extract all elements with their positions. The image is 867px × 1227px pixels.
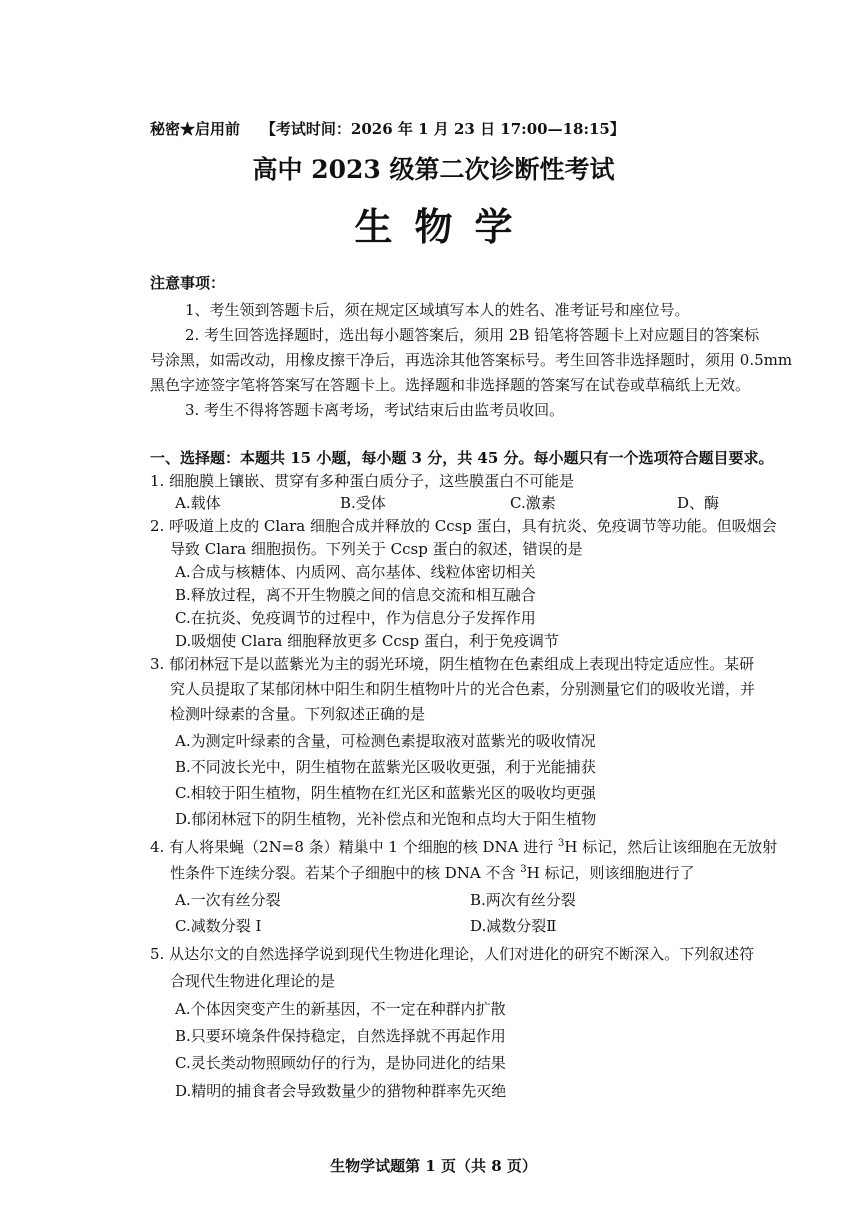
question-2-option-b: B.释放过程，离不开生物膜之间的信息交流和相互融合 [175,586,536,604]
question-2-option-d: D.吸烟使 Clara 细胞释放更多 Ccsp 蛋白，利于免疫调节 [175,632,559,650]
question-5-option-c: C.灵长类动物照顾幼仔的行为，是协同进化的结果 [175,1054,506,1072]
question-3-option-c: C.相较于阳生植物，阴生植物在红光区和蓝紫光区的吸收均更强 [175,784,596,802]
isotope-superscript: 3 [520,864,527,875]
page-footer: 生物学试题第 1 页（共 8 页） [330,1157,537,1175]
question-5-option-b: B.只要环境条件保持稳定，自然选择就不再起作用 [175,1027,506,1045]
section-heading: 一、选择题：本题共 15 小题，每小题 3 分，共 45 分。每小题只有一个选项符合题目要求。 [150,449,774,467]
question-4-option-c: C.减数分裂 Ⅰ [175,917,262,935]
question-5-stem-line2: 合现代生物进化理论的是 [170,972,336,990]
exam-title: 高中 2023 级第二次诊断性考试 [252,155,615,184]
question-2-stem-line1: 2. 呼吸道上皮的 Clara 细胞合成并释放的 Ccsp 蛋白，具有抗炎、免疫调节等功能。但吸烟会 [150,517,777,535]
notice-item-3: 3. 考生不得将答题卡离考场，考试结束后由监考员收回。 [185,401,565,419]
question-4-stem-text-c: 性条件下连续分裂。若某个子细胞中的核 DNA 不含 [170,864,521,882]
question-4-stem-text-d: H 标记，则该细胞进行了 [526,864,695,882]
notice-item-1: 1、考生领到答题卡后，须在规定区域填写本人的姓名、准考证号和座位号。 [185,301,690,319]
notice-heading: 注意事项： [150,274,226,292]
question-3-stem-line3: 检测叶绿素的含量。下列叙述正确的是 [170,705,426,723]
question-4-stem-line1 [150,836,777,857]
question-4-stem-text-a: 4. 有人将果蝇（2N=8 条）精巢中 1 个细胞的核 DNA 进行 [150,838,558,856]
question-1-option-b: B.受体 [340,494,386,512]
question-4-option-d: D.减数分裂Ⅱ [470,917,557,935]
exam-time: 【考试时间：2026 年 1 月 23 日 17:00—18:15】 [260,120,625,138]
question-4-option-a: A.一次有丝分裂 [175,891,281,909]
notice-item-2-line1: 2. 考生回答选择题时，选出每小题答案后，须用 2B 铅笔将答题卡上对应题目的答案标 [185,326,760,344]
question-1-option-c: C.激素 [510,494,556,512]
question-3-option-b: B.不同波长光中，阴生植物在蓝紫光区吸收更强，利于光能捕获 [175,758,596,776]
question-2-option-a: A.合成与核糖体、内质网、高尔基体、线粒体密切相关 [175,563,536,581]
question-5-option-d: D.精明的捕食者会导致数量少的猎物种群率先灭绝 [175,1082,507,1100]
subject-title: 生物学 [354,204,535,249]
confidential-header [150,118,625,139]
question-1-option-a: A.载体 [175,494,221,512]
question-1-option-d: D、酶 [677,494,720,512]
isotope-superscript: 3 [558,838,565,849]
question-3-stem-line2: 究人员提取了某郁闭林中阳生和阴生植物叶片的光合色素，分别测量它们的吸收光谱，并 [170,680,756,698]
question-4-stem-text-b: H 标记，然后让该细胞在无放射 [564,838,778,856]
question-5-option-a: A.个体因突变产生的新基因，不一定在种群内扩散 [175,1000,506,1018]
question-3-option-d: D.郁闭林冠下的阴生植物，光补偿点和光饱和点均大于阳生植物 [175,810,597,828]
notice-item-2-line2: 号涂黑，如需改动，用橡皮擦干净后，再选涂其他答案标号。考生回答非选择题时，须用 0.5mm [150,351,793,369]
secret-label: 秘密★启用前 [150,120,241,138]
question-5-stem-line1: 5. 从达尔文的自然选择学说到现代生物进化理论，人们对进化的研究不断深入。下列叙述符 [150,945,755,963]
question-4-option-b: B.两次有丝分裂 [470,891,576,909]
question-1-stem: 1. 细胞膜上镶嵌、贯穿有多种蛋白质分子，这些膜蛋白不可能是 [150,472,575,490]
question-2-stem-line2: 导致 Clara 细胞损伤。下列关于 Ccsp 蛋白的叙述，错误的是 [170,540,583,558]
notice-item-2-line3: 黑色字迹签字笔将答案写在答题卡上。选择题和非选择题的答案写在试卷或草稿纸上无效。 [150,376,751,394]
question-3-option-a: A.为测定叶绿素的含量，可检测色素提取液对蓝紫光的吸收情况 [175,732,596,750]
question-4-stem-line2 [170,862,695,883]
question-3-stem-line1: 3. 郁闭林冠下是以蓝紫光为主的弱光环境，阴生植物在色素组成上表现出特定适应性。某研 [150,655,755,673]
question-2-option-c: C.在抗炎、免疫调节的过程中，作为信息分子发挥作用 [175,609,536,627]
